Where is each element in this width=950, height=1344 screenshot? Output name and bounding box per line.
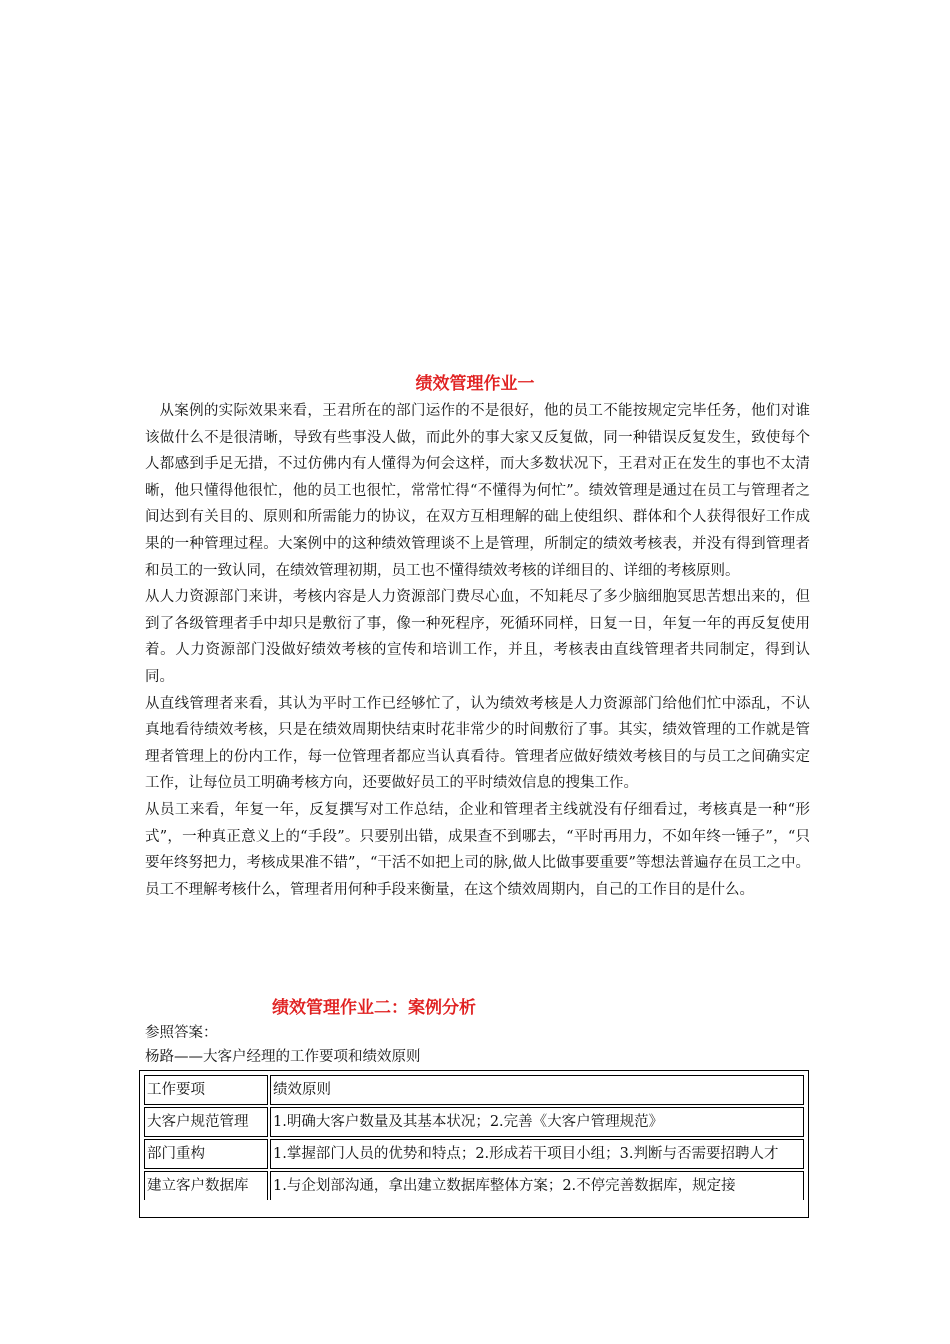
table-cell-item: 部门重构 — [144, 1139, 268, 1169]
table-cell-standard: 1.明确大客户数量及其基本状况；2.完善《大客户管理规范》 — [270, 1107, 804, 1137]
table-cell-item: 大客户规范管理 — [144, 1107, 268, 1137]
section1-body — [145, 398, 810, 903]
section1-title: 绩效管理作业一 — [415, 374, 535, 394]
paragraph-2: 从人力资源部门来讲，考核内容是人力资源部门费尽心血，不知耗尽了多少脑细胞冥思苦想出来的，但到了各级管理者手中却只是敷衍了事，像一种死程序，死循环同样，日复一日，年复一年的再反复使用着。人力资源部门没做好绩效考核的宣传和培训工作，并且，考核表由直线管理者共同制定，得到认同。 — [145, 589, 810, 685]
table-row — [144, 1139, 804, 1169]
paragraph-1: 从案例的实际效果来看，王君所在的部门运作的不是很好，他的员工不能按规定完毕任务，他们对谁该做什么不是很清晰，导致有些事没人做，而此外的事大家又反复做，同一种错误反复发生，致使每个人都感到手足无措，不过仿佛内有人懂得为何会这样，而大多数状况下，王君对正在发生的事也不太清晰，他只懂得他很忙，他的员工也很忙，常常忙得“不懂得为何忙”。绩效管理是通过在员工与管理者之间达到有关目的、原则和所需能力的协议，在双方互相理解的础上使组织、群体和个人获得很好工作成果的一种管理过程。大案例中的这种绩效管理谈不上是管理，所制定的绩效考核表，并没有得到管理者和员工的一致认同，在绩效管理初期，员工也不懂得绩效考核的详细目的、详细的考核原则。 — [145, 403, 810, 579]
section2-title: 绩效管理作业二：案例分析 — [272, 998, 476, 1018]
table-header-cell: 工作要项 — [144, 1075, 268, 1105]
work-items-table-frame — [139, 1070, 809, 1218]
table-cell-item: 建立客户数据库 — [144, 1171, 268, 1200]
table-cell-standard: 1.掌握部门人员的优势和特点；2.形成若干项目小组；3.判断与否需要招聘人才 — [270, 1139, 804, 1169]
paragraph-4: 从员工来看，年复一年，反复撰写对工作总结，企业和管理者主线就没有仔细看过，考核真是一种“形式”，一种真正意义上的“手段”。只要别出错，成果查不到哪去，“平时再用力，不如年终一锤子”，“只要年终努把力，考核成果准不错”，“干活不如把上司的脉,做人比做事要重要”等想法普遍存在员工之中。员工不理解考核什么，管理者用何种手段来衡量，在这个绩效周期内，自己的工作目的是什么。 — [145, 801, 810, 898]
work-items-table — [142, 1073, 806, 1202]
table-row — [144, 1107, 804, 1137]
table-caption: 杨路——大客户经理的工作要项和绩效原则 — [145, 1049, 421, 1065]
table-row — [144, 1171, 804, 1200]
reference-answer-label: 参照答案： — [145, 1025, 218, 1041]
table-header-row — [144, 1075, 804, 1105]
table-cell-standard: 1.与企划部沟通，拿出建立数据库整体方案；2.不停完善数据库，规定接 — [270, 1171, 804, 1200]
paragraph-3: 从直线管理者来看，其认为平时工作已经够忙了，认为绩效考核是人力资源部门给他们忙中添乱，不认真地看待绩效考核，只是在绩效周期快结束时花非常少的时间敷衍了事。其实，绩效管理的工作就是管理者管理上的份内工作，每一位管理者都应当认真看待。管理者应做好绩效考核目的与员工之间确实定工作，让每位员工明确考核方向，还要做好员工的平时绩效信息的搜集工作。 — [145, 695, 810, 792]
table-header-cell: 绩效原则 — [270, 1075, 804, 1105]
